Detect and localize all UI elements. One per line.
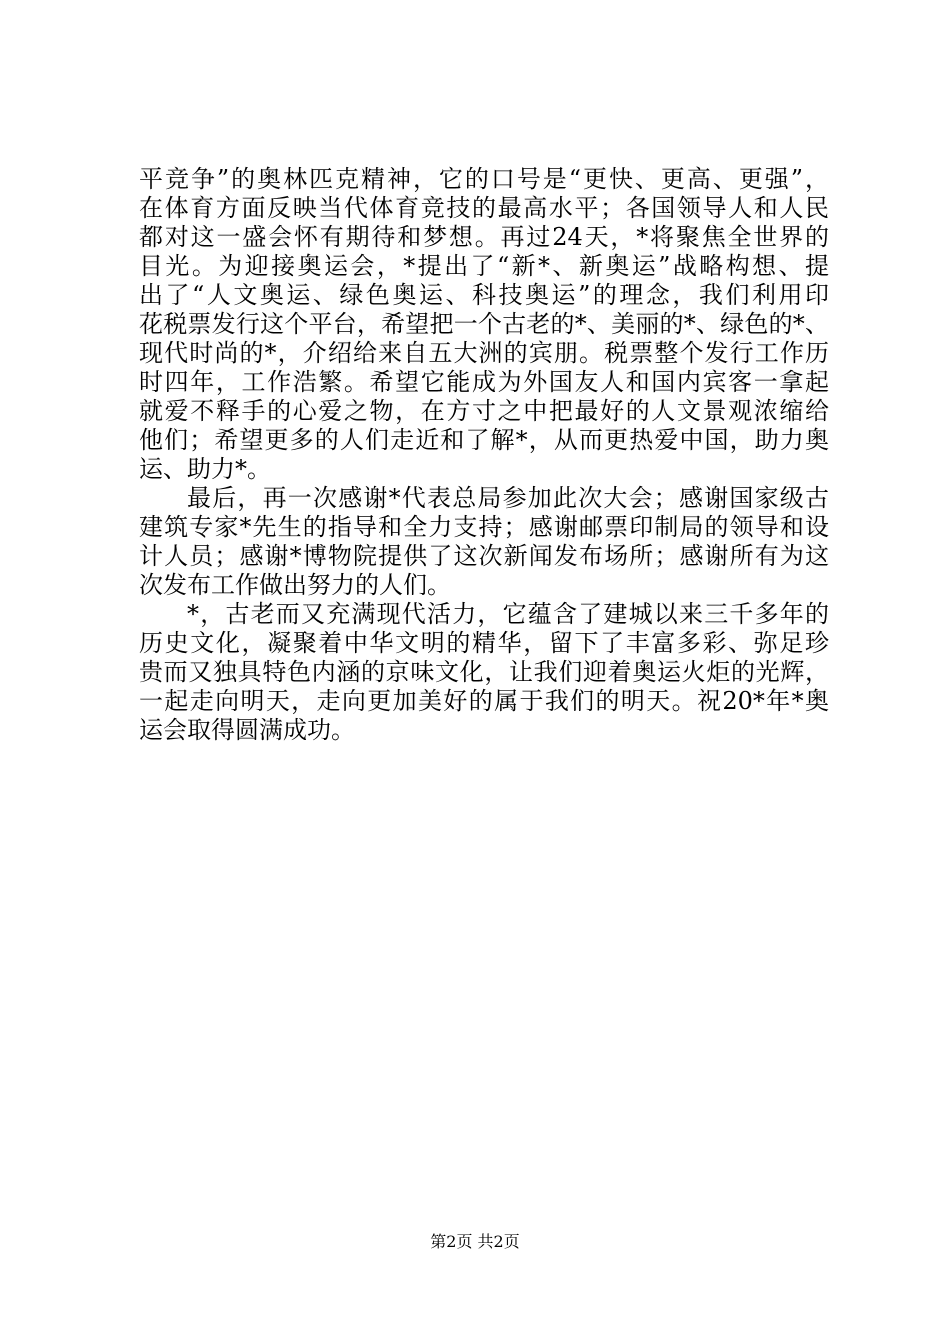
text-line: 平竞争”的奥林匹克精神，它的口号是“更快、更高、更强”， [139,165,829,193]
text-line: 计人员；感谢*博物院提供了这次新闻发布场所；感谢所有为这 [139,542,829,570]
text-line: 时四年，工作浩繁。希望它能成为外国友人和国内宾客一拿起 [139,368,829,396]
text-line: 次发布工作做出努力的人们。 [139,571,451,599]
text-line: 目光。为迎接奥运会，*提出了“新*、新奥运”战略构想、提 [139,252,829,280]
text-line: 运会取得圆满成功。 [139,716,355,744]
text-line: 出了“人文奥运、绿色奥运、科技奥运”的理念，我们利用印 [139,281,829,309]
text-line: 他们；希望更多的人们走近和了解*，从而更热爱中国，助力奥 [139,426,829,454]
text-line: 在体育方面反映当代体育竞技的最高水平；各国领导人和人民 [139,194,829,222]
paragraph-first-line: 最后，再一次感谢*代表总局参加此次大会；感谢国家级古 [187,484,829,512]
text-line: 历史文化，凝聚着中华文明的精华，留下了丰富多彩、弥足珍 [139,629,829,657]
text-line: 都对这一盛会怀有期待和梦想。再过24天，*将聚焦全世界的 [139,223,829,251]
page-footer [0,1232,950,1252]
text-line: 运、助力*。 [139,455,271,483]
text-line: 现代时尚的*，介绍给来自五大洲的宾朋。税票整个发行工作历 [139,339,829,367]
document-body [139,165,829,745]
text-line: 花税票发行这个平台，希望把一个古老的*、美丽的*、绿色的*、 [139,310,829,338]
text-line: 就爱不释手的心爱之物，在方寸之中把最好的人文景观浓缩给 [139,397,829,425]
text-line: 一起走向明天，走向更加美好的属于我们的明天。祝20*年*奥 [139,687,829,715]
text-line: 建筑专家*先生的指导和全力支持；感谢邮票印制局的领导和设 [139,513,829,541]
page-number: 第2页 共2页 [430,1232,520,1251]
paragraph-first-line: *，古老而又充满现代活力，它蕴含了建城以来三千多年的 [187,600,829,628]
text-line: 贵而又独具特色内涵的京味文化，让我们迎着奥运火炬的光辉， [139,658,829,686]
